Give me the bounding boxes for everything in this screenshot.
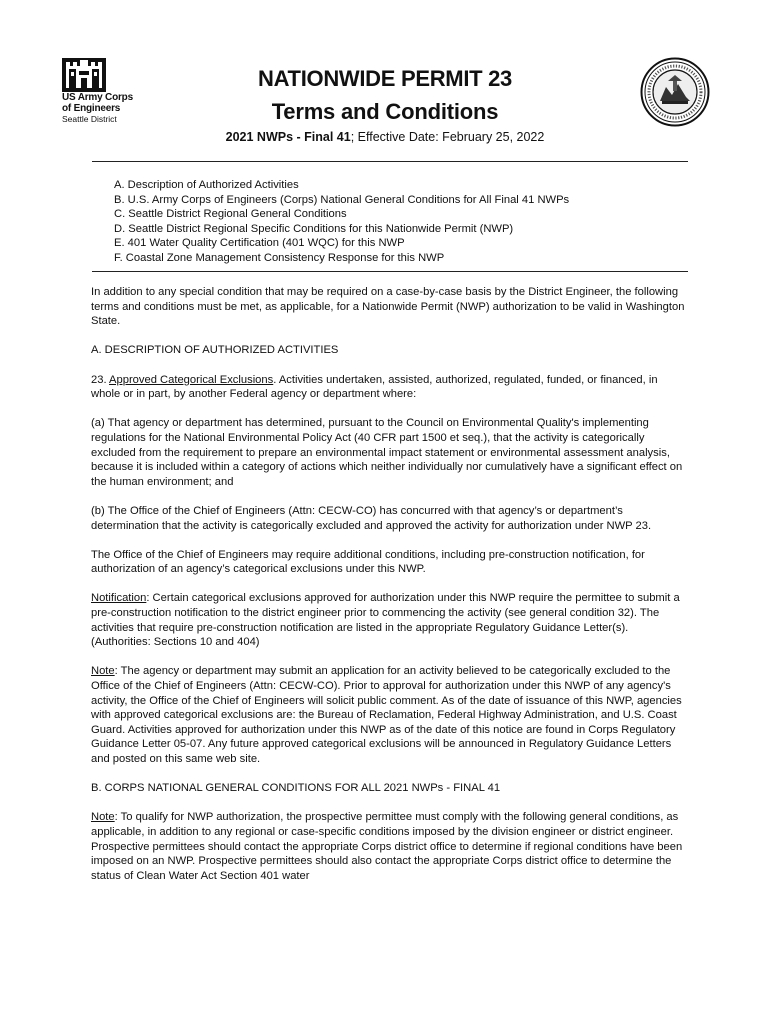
note-text: : To qualify for NWP authorization, the prospective permittee must comply with the following general conditions, as applicable, in addition to any regional or case-specific conditions imposed by the division engineer or district engineer. Prospective permittees should contact the appropriate Corps district office to determine if regional conditions have been imposed on an NWP. Prospective permittees should also contact the appropriate Corps district office to determine the status of Clean Water Act Section 401 water bbox=[91, 811, 683, 882]
logo-org-line3: Seattle District bbox=[62, 114, 117, 124]
notification-label: Notification bbox=[91, 592, 147, 605]
note-paragraph bbox=[91, 664, 687, 766]
note-label: Note bbox=[91, 665, 115, 678]
castle-icon bbox=[62, 58, 106, 92]
toc-item: D. Seattle District Regional Specific Conditions for this Nationwide Permit (NWP) bbox=[114, 222, 514, 235]
toc-item: C. Seattle District Regional General Conditions bbox=[114, 208, 347, 220]
document-subtitle: Terms and Conditions bbox=[271, 99, 499, 124]
condition-b: (b) The Office of the Chief of Engineers (Attn: CECW-CO) has concurred with that agency’s or department’s determination that the activity is categorically excluded and approved the activity for authorization under NWP 23. bbox=[91, 504, 652, 532]
effective-date: ; Effective Date: February 25, 2022 bbox=[350, 130, 545, 144]
toc-item: E. 401 Water Quality Certification (401 WQC) for this NWP bbox=[114, 237, 405, 249]
nwp-version: 2021 NWPs - Final 41 bbox=[225, 130, 351, 144]
nwp-title: Approved Categorical Exclusions bbox=[109, 373, 274, 386]
note-text: : The agency or department may submit an application for an activity believed to be categorically excluded to the Office of the Chief of Engineers (Attn: CECW-CO). Prior to approval for authorization under this NWP of any agency's activity, the Office of the Chief of Engineers will solicit public comment. As of the date of issuance of this NWP, agencies with approved categorical exclusions are: the Bureau of Reclamation, Federal Highway Administration, and U.S. Coast Guard. Activities approved for authorization under this NWP as of the date of this notice are found in Corps Regulatory Guidance Letter 05-07. Any future approved categorical exclusions will be announced in Regulatory Guidance Letters and posted on this same web site. bbox=[91, 665, 682, 765]
nwp23-paragraph bbox=[91, 373, 687, 402]
condition-a: (a) That agency or department has determined, pursuant to the Council on Environmental Quality's implementing regulations for the National Environmental Policy Act (40 CFR part 1500 et seq.), that the activity is categorically excluded from the requirement to prepare an environmental impact statement or environmental assessment analysis, because it is included within a category of actions which neither individually nor cumulatively have a significant effect on the human environment; and bbox=[91, 417, 683, 488]
general-conditions-note bbox=[91, 810, 687, 883]
document-title: NATIONWIDE PERMIT 23 bbox=[258, 66, 512, 91]
notification-paragraph bbox=[91, 591, 687, 649]
section-b-heading: B. CORPS NATIONAL GENERAL CONDITIONS FOR ALL 2021 NWPs - FINAL 41 bbox=[91, 782, 501, 795]
note-label: Note bbox=[91, 811, 115, 824]
toc-item: A. Description of Authorized Activities bbox=[114, 179, 299, 191]
document-body bbox=[91, 285, 687, 898]
notification-text: : Certain categorical exclusions approved for authorization under this NWP require the permittee to submit a pre-construction notification to the district engineer prior to commencing the activity (see general condition 32). The activities that require pre-construction notification are listed in the appropriate Regulatory Guidance Letter(s). (Authorities: Sections 10 and 404) bbox=[91, 592, 680, 649]
logo-org-line2: of Engineers bbox=[62, 103, 121, 114]
table-of-contents bbox=[114, 178, 674, 265]
section-a-heading: A. DESCRIPTION OF AUTHORIZED ACTIVITIES bbox=[91, 344, 339, 357]
nwp-description: . Activities undertaken, assisted, authorized, regulated, funded, or financed, in whole or in part, by another Federal agency or department where: bbox=[91, 373, 658, 401]
intro-paragraph: In addition to any special condition that may be required on a case-by-case basis by the District Engineer, the following terms and conditions must be met, as applicable, for a Nationwide Permit (NWP) authorization to be valid in Washington State. bbox=[91, 286, 685, 328]
divider-toc bbox=[92, 271, 688, 272]
toc-item: B. U.S. Army Corps of Engineers (Corps) National General Conditions for All Final 41 NWPs bbox=[114, 193, 570, 206]
state-seal-icon bbox=[640, 57, 710, 127]
effective-date-line bbox=[150, 130, 620, 144]
logo-org-line1: US Army Corps bbox=[62, 92, 133, 103]
divider-top bbox=[92, 161, 688, 162]
toc-item: F. Coastal Zone Management Consistency Response for this NWP bbox=[114, 251, 445, 264]
office-paragraph: The Office of the Chief of Engineers may require additional conditions, including pre-construction notification, for authorization of an agency’s categorical exclusions under this NWP. bbox=[91, 548, 645, 576]
usace-logo bbox=[62, 58, 152, 124]
nwp-number: 23. bbox=[91, 373, 110, 386]
